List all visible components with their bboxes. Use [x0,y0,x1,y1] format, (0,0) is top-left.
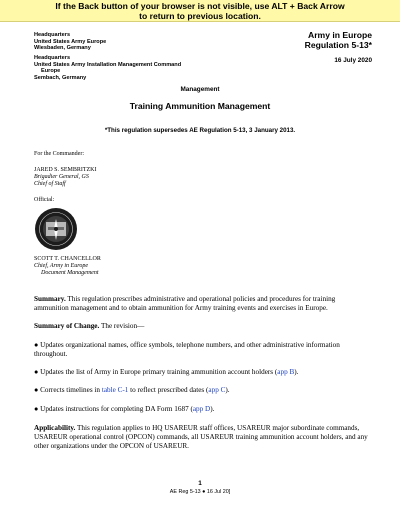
link-table-c-1[interactable]: table C-1 [101,386,129,394]
hq-line: Headquarters [34,55,71,61]
hq-imcom-block [34,55,181,81]
applicability-paragraph [34,424,368,450]
regulation-id [305,30,372,50]
regulation-line-1: Army in Europe [308,30,372,40]
footer-reference: AE Reg 5-13 ● 16 Jul 20] [169,489,231,495]
hq-line: United States Army Installation Management Command [34,61,182,68]
bullet-text: ). [294,368,299,376]
banner-line-1: If the Back button of your browser is not visible, use ALT + Back Arrow [55,1,345,11]
hq-line: United States Army Europe [34,38,107,45]
link-app-c[interactable]: app C [208,386,226,394]
bullet-text: ● Updates the list of Army in Europe primary training ammunition account holders ( [34,368,278,376]
signer-name: SCOTT T. CHANCELLOR [34,256,101,262]
summary-text: This regulation prescribes administrative and operational policies and procedures for training ammunition management and to obtain ammunition for Army training events and exercises in Europe. [34,295,336,312]
hq-line: Sembach, Germany [34,74,87,81]
signer-name: JARED S. SEMBRITZKI [34,167,97,173]
hq-line: Europe [41,68,61,75]
signer-title: Chief of Staff [34,181,66,188]
category-heading: Management [180,86,220,93]
hq-line: Headquarters [34,32,71,38]
signer-rank: Brigadier General, GS [34,174,89,181]
bullet-text: ). [225,386,230,394]
official-label: Official: [34,197,55,203]
bullet-text: ● Corrects timelines in [34,386,102,394]
bullet-item [34,386,368,395]
applicability-text: This regulation applies to HQ USAREUR staff offices, USAREUR major subordinate commands, USAREUR operational control (OPCON) commands, all USAREUR training ammunition account holders, and any other organizations under the OPCON of USAREUR. [34,424,368,450]
page-number: 1 [198,480,202,487]
link-app-b[interactable]: app B [277,368,295,376]
bullet-item: ● Updates organizational names, office symbols, telephone numbers, and other administrative information throughout. [34,341,340,358]
signature-block-cos [34,167,97,189]
regulation-date: 16 July 2020 [334,57,372,64]
bullet-item [34,368,368,377]
bullet-text: ● Updates instructions for completing DA Form 1687 ( [34,405,193,413]
hq-usareur-block [34,32,106,52]
bullet-text: ). [210,405,215,413]
usareur-seal-icon [34,207,78,251]
link-app-d[interactable]: app D [192,405,211,413]
navigation-banner [0,0,400,22]
regulation-line-2: Regulation 5-13* [304,40,372,50]
change-label: Summary of Change. [34,322,100,330]
applicability-label: Applicability. [34,424,76,432]
document-title: Training Ammunition Management [129,101,271,111]
banner-line-2: to return to previous location. [139,11,261,21]
signer-title: Document Management [41,270,99,277]
change-text: The revision— [99,322,145,330]
bullet-item [34,405,368,414]
summary-of-change [34,322,368,331]
summary-label: Summary. [34,295,66,303]
signature-block-document-mgmt [34,256,101,278]
summary-paragraph [34,295,368,313]
for-commander: For the Commander: [34,151,84,157]
bullet-text: to reflect prescribed dates ( [128,386,209,394]
supersedes-note: *This regulation supersedes AE Regulation 5-13, 3 January 2013. [104,127,296,134]
hq-line: Wiesbaden, Germany [34,45,91,52]
signer-title: Chief, Army in Europe [34,263,88,270]
